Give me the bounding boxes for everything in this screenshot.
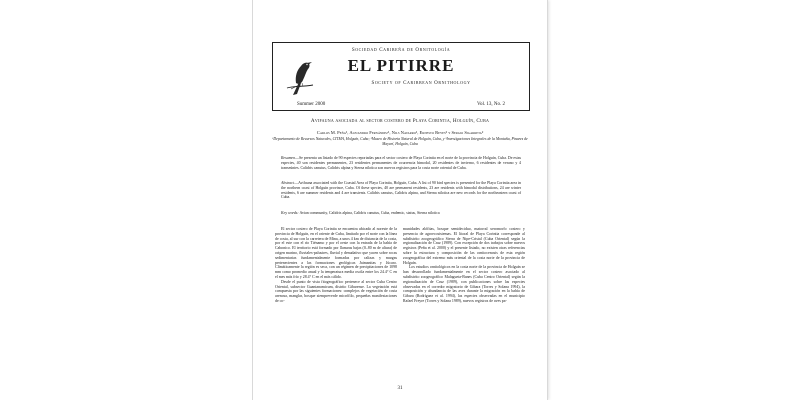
society-name-spanish: Sociedad Caribeña de Ornitología xyxy=(351,48,451,53)
journal-page xyxy=(253,0,547,400)
keywords-text: Avian community, Calidris alpina, Calidris canutus, Cuba, endemic, status, Sterna nilotica xyxy=(299,211,440,215)
abstract xyxy=(281,181,521,200)
page-number: 31 xyxy=(397,386,403,391)
body-paragraph: munidades alófitas, bosque semideciduo, matorral xeromorfo costero y presencia de agroecosistemas. El litoral de Playa Corintia corresponde al subdistrito zoogeográfico Sierra de Nipe-Cristal (Cuba Oriental) según la regionalización de Cruz (1989). Con excepción de dos trabajos sobre nuevos registros (Peña et al. 2000) y el presente listado, no existen otras referencias sobre la estructura y composición de las ornitocenosis de esta región zoogeográfica del extremo más oriental de la costa norte de la provincia de Holguín. xyxy=(403,227,525,265)
abstract-label: Abstract xyxy=(281,181,295,185)
journal-title: EL PITIRRE xyxy=(347,56,455,75)
resumen-text: —Se presenta un listado de 90 especies reportadas para el sector costero de Playa Corintia en el norte de la provincia de Holguín, Cuba. De estas especies, 40 son residentes permanentes, 23 residentes permanentes de ocurrencia bimodal, 20 residentes de invierno, 6 residentes de verano y 4 transeúntes. Calidris canutus, Calidris alpina y Sterna nilotica son nuevos registros para la costa norte oriental de Cuba. xyxy=(281,156,521,170)
keywords-label: Key words: xyxy=(281,211,299,215)
keywords xyxy=(281,211,521,216)
issue-volume: Vol. 13, No. 2 xyxy=(477,102,505,107)
body-paragraph: El sector costero de Playa Corintia se encuentra ubicado al noreste de la provincia de Holguín, en el oriente de Cuba, limitado por el norte con la línea de costa, al sur con la carretera de Mina, a unos 4 km de distancia de la costa, por el este con el río Tiénamo y por el oeste con la entrada de la bahía de Cabonico. El territorio está formado por llanuras bajas (0–80 m de altura) de origen marino, fluviales-palustres, fluvial y denudativo que yacen sobre rocas sedimentarias fundamentalmente formadas por calizas y margas pertenecientes a las formaciones geológicas Jaimanitas y Júcaro. Climáticamente la región es seca, con un régimen de precipitaciones de 1098 mm como promedio anual y la temperatura media oscila entre los 24.4° C en el mes más frío y 28.4° C en el más cálido. xyxy=(275,227,397,279)
resumen-label: Resumen xyxy=(281,156,296,160)
body-column-right xyxy=(403,227,525,304)
masthead xyxy=(272,42,530,111)
issue-info xyxy=(273,99,529,107)
resumen xyxy=(281,156,521,170)
author-affiliations: ¹Departamento de Recursos Naturales, CITMA, Holguín, Cuba; ²Museo de Historia Natural de Holguín, Cuba, y ³Investigaciones Integrales de la Montaña, Pinares de Mayarí, Holguín, Cuba xyxy=(272,137,528,146)
issue-date: Summer 2000 xyxy=(297,102,326,107)
society-name-english: Society of Caribbean Ornithology xyxy=(371,81,471,86)
article-title: Avifauna asociada al sector costero de Playa Corintia, Holguín, Cuba xyxy=(310,118,490,124)
body-column-left xyxy=(275,227,397,304)
body-paragraph: Los estudios ornitológicos en la costa norte de la provincia de Holguín se han desarrollado fundamentalmente en el sector costero asociado al subdistrito zoogeográfico Malagueta-Banes (Cuba Centro Oriental) según la regionalización de Cruz (1989), con publicaciones sobre las especies observadas en el corredor migratorio de Gibara (Torres y Solana 1994), la composición y abundancia de las aves durante la migración en la bahía de Gibara (Rodríguez et al. 1994), las especies observadas en el municipio Rafael Freyre (Torres y Solana 1989), nuevos registros de aves pa- xyxy=(403,265,525,303)
body-paragraph: Desde el punto de vista fitogeográfico pertenece al sector Cuba Centro Oriental, subsector Guantanamicum, distrito Gibarense. La vegetación está compuesta por las siguientes formaciones: complejos de vegetación de costa arenosa, manglar, bosque siempreverde micrófilo, pequeñas manifestaciones de co- xyxy=(275,279,397,303)
abstract-text: —Avifauna associated with the Coastal Area of Playa Corintia, Holguín, Cuba. A list of 90 bird species is presented for the Playa Corintia area in the northern coast of Holguín province, Cuba. Of these species, 40 are permanent residents, 23 are residents with bimodal distributions, 24 are winter residents, 6 are summer residents and 4 are transients. Calidris canutus, Calidris alpina, and Sterna nilotica are new records for the northeastern coast of Cuba. xyxy=(281,181,521,200)
article-authors: Carlos M. Peña¹, Alejandro Fernández¹, Nils Navarro¹, Ernesto Reyes² y Sergio Sigarreta² xyxy=(316,130,484,135)
